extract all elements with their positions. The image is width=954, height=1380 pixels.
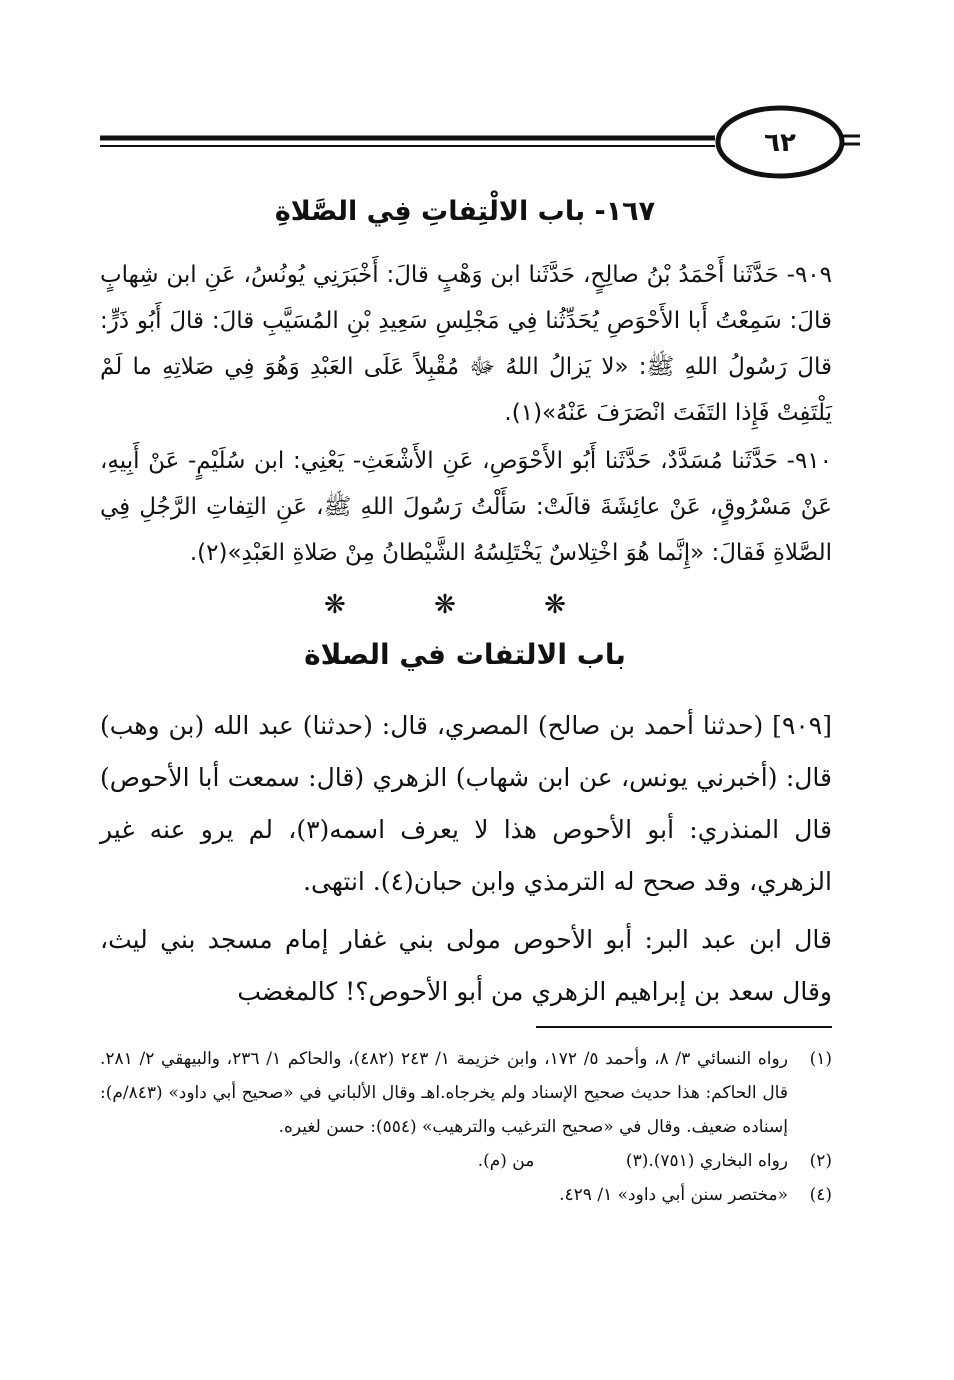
footnote-text: رواه البخاري (٧٥١). <box>648 1151 788 1171</box>
hadith-909: ٩٠٩- حَدَّثَنا أَحْمَدُ بْنُ صالِحٍ، حَدَّثَنا ابن وَهْبٍ قالَ: أَخْبَرَنِي يُونُسُ، عَنِ ابن شِهابٍ قالَ: سَمِعْتُ أَبا الأَحْوَصِ يُحَدِّثُنا فِي مَجْلِسِ سَعِيدِ بْنِ المُسَيَّبِ قالَ: قالَ أَبُو ذَرٍّ: قالَ رَسُولُ اللهِ ﷺ: «لا يَزالُ اللهُ ﷻ مُقْبِلاً عَلَى العَبْدِ وَهُوَ فِي صَلاتِهِ ما لَمْ يَلْتَفِتْ فَإِذا التَفَتَ انْصَرَفَ عَنْهُ»(١). <box>100 262 832 426</box>
footnote-number: (٣) <box>625 1151 649 1171</box>
footnote-text: «مختصر سنن أبي داود» ١/ ٤٢٩. <box>559 1185 788 1205</box>
footnote-number: (١) <box>809 1049 832 1069</box>
commentary-title: باب الالتفات في الصلاة <box>304 638 626 671</box>
footnote-text: رواه النسائي ٣/ ٨، وأحمد ٥/ ١٧٢، وابن خزيمة ١/ ٢٤٣ (٤٨٢)، والحاكم ١/ ٢٣٦، والبيهقي ٢/ ٢٨١. قال الحاكم: هذا حديث صحيح الإسناد ولم يخرجاه.اهـ وقال الألباني في «صحيح أبي داود» (٨٤٣/م): إسناده ضعيف. وقال في «صحيح الترغيب والترهيب» (٥٥٤): حسن لغيره. <box>100 1049 788 1137</box>
page-number: ٦٢ <box>764 128 796 158</box>
footnote-1 <box>100 1042 832 1144</box>
chapter-title: ١٦٧- باب الالْتِفاتِ فِي الصَّلاةِ <box>274 196 656 227</box>
footnote-divider <box>536 1026 832 1028</box>
hadith-910: ٩١٠- حَدَّثَنا مُسَدَّدٌ، حَدَّثَنا أَبُو الأَحْوَصِ، عَنِ الأَشْعَثِ- يَعْنِي: ابن سُلَيْمٍ- عَنْ أَبِيهِ، عَنْ مَسْرُوقٍ، عَنْ عائِشَةَ قالَتْ: سَأَلْتُ رَسُولَ اللهِ ﷺ، عَنِ التِفاتِ الرَّجُلِ فِي الصَّلاةِ فَقالَ: «إِنَّما هُوَ اخْتِلاسٌ يَخْتَلِسُهُ الشَّيْطانُ مِنْ صَلاةِ العَبْدِ»(٢). <box>100 448 832 566</box>
commentary-paragraph: [٩٠٩] (حدثنا أحمد بن صالح) المصري، قال: (حدثنا) عبد الله (بن وهب) قال: (أخبرني يونس، عن ابن شهاب) الزهري (قال: سمعت أبا الأحوص) قال المنذري: أبو الأحوص هذا لا يعرف اسمه(٣)، لم يرو عنه غير الزهري، وقد صحح له الترمذي وابن حبان(٤). انتهى. <box>100 711 832 896</box>
footnote-4 <box>100 1178 832 1212</box>
page-header <box>100 100 860 190</box>
footnote-number: (٢) <box>809 1151 832 1171</box>
footnote-number: (٤) <box>809 1185 832 1205</box>
footnotes <box>100 1042 832 1212</box>
commentary-paragraph: قال ابن عبد البر: أبو الأحوص مولى بني غفار إمام مسجد بني ليث، وقال سعد بن إبراهيم الزهري من أبو الأحوص؟! كالمغضب <box>100 925 832 1006</box>
section-separator: ❋ ❋ ❋ <box>324 590 606 620</box>
footnote-2-3 <box>100 1144 832 1178</box>
footnote-text: من (م). <box>477 1151 535 1171</box>
